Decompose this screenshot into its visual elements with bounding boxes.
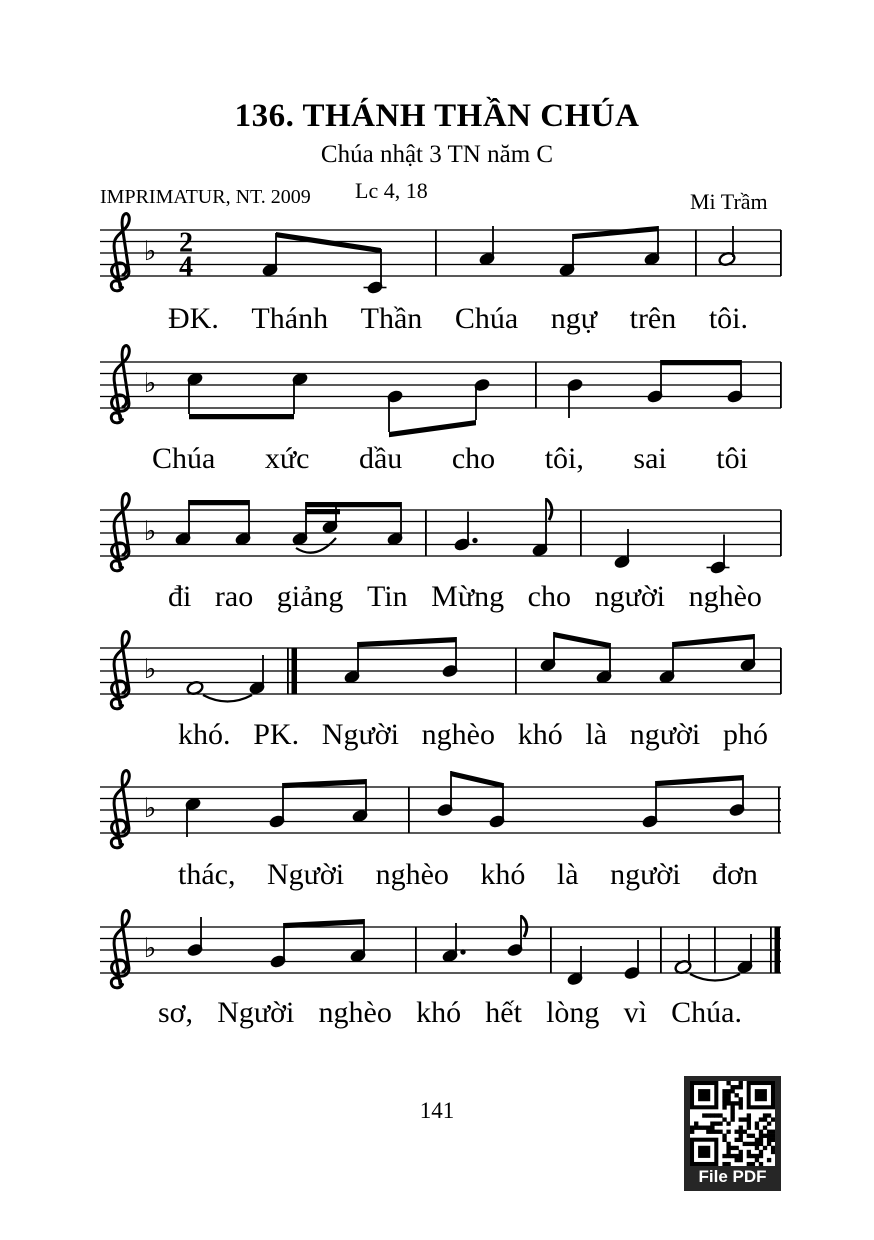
- barline: [550, 927, 552, 973]
- beam: [189, 500, 249, 505]
- lyric-syllable: khó: [416, 996, 462, 1029]
- lyric-syllable: khó.: [178, 718, 231, 751]
- note: [386, 502, 404, 547]
- note: [453, 512, 478, 553]
- staff-line: [100, 373, 781, 374]
- staff-line: [100, 532, 781, 533]
- note: [646, 360, 664, 404]
- time-signature: [179, 228, 193, 283]
- lyric-syllable: là: [556, 858, 579, 891]
- staff-line: [100, 555, 781, 556]
- note: [674, 934, 692, 975]
- lyric-syllable: Chúa.: [671, 996, 742, 1029]
- lyric-syllable: nghèo: [318, 996, 392, 1029]
- barline: [780, 362, 782, 408]
- beam: [276, 232, 381, 253]
- tie: [203, 695, 252, 702]
- beam: [554, 632, 610, 648]
- note: [386, 389, 404, 432]
- lyric-syllable: tôi,: [544, 442, 584, 475]
- lyrics-line-6: [158, 996, 742, 1030]
- treble-clef-icon: [111, 771, 129, 848]
- barline: [435, 230, 437, 276]
- lyric-syllable: Người: [321, 718, 399, 751]
- flat-icon: ♭: [143, 236, 157, 267]
- staff-line: [100, 407, 781, 408]
- staff-line: [100, 396, 781, 397]
- barline: [660, 927, 662, 973]
- lyric-syllable: Tin: [367, 580, 408, 613]
- lyric-syllable: rao: [214, 580, 254, 613]
- svg-text:2: 2: [179, 227, 193, 259]
- barline: [780, 510, 782, 556]
- note: [174, 500, 192, 547]
- lyrics-line-2: [152, 442, 748, 476]
- beam: [306, 509, 340, 514]
- lyric-syllable: người: [594, 580, 666, 613]
- barline: [780, 648, 782, 694]
- lyric-syllable: Chúa: [152, 442, 216, 475]
- note: [736, 934, 754, 975]
- note: [728, 775, 746, 818]
- lyric-syllable: phó: [722, 718, 768, 751]
- staff-line: [100, 821, 781, 822]
- beam: [673, 634, 754, 647]
- staff-line: [100, 832, 781, 833]
- beam: [451, 771, 503, 788]
- note: [726, 360, 744, 404]
- lyric-syllable: Thánh: [251, 302, 329, 335]
- lyric-syllable: ĐK.: [168, 302, 219, 335]
- treble-clef-icon: [111, 346, 129, 423]
- lyric-syllable: Thần: [360, 302, 423, 335]
- staff-line: [100, 647, 781, 648]
- beam: [189, 414, 294, 419]
- augmentation-dot: [460, 949, 465, 954]
- lyric-syllable: cho: [527, 580, 571, 613]
- barline: [515, 648, 517, 694]
- final-barline: [770, 927, 780, 973]
- treble-clef-icon: [111, 911, 129, 988]
- note: [718, 226, 736, 267]
- lyric-syllable: giảng: [276, 580, 344, 613]
- beam: [389, 420, 476, 437]
- treble-clef-icon: [111, 494, 129, 571]
- note: [261, 233, 279, 278]
- note: [623, 940, 641, 981]
- lyric-syllable: tôi.: [708, 302, 748, 335]
- note: [234, 500, 252, 547]
- note: [478, 226, 496, 267]
- lyric-syllable: dầu: [358, 442, 403, 475]
- note: [566, 946, 584, 987]
- composer-name: Mi Trầm: [690, 189, 768, 214]
- lyric-syllable: khó: [517, 718, 563, 751]
- staff-line: [100, 384, 781, 385]
- note: [364, 249, 387, 295]
- double-barline: [287, 648, 297, 694]
- note: [473, 377, 491, 420]
- staff-line: [100, 509, 781, 510]
- note: [248, 655, 266, 696]
- lyric-syllable: ngự: [550, 302, 598, 335]
- lyrics-line-1: [168, 302, 748, 336]
- staff-line: [100, 670, 781, 671]
- song-title: 136. THÁNH THẦN CHÚA: [234, 98, 640, 134]
- staff-line: [100, 521, 781, 522]
- note: [441, 637, 459, 679]
- lyric-syllable: là: [585, 718, 608, 751]
- lyrics-line-3: [168, 580, 762, 614]
- note: [595, 643, 613, 685]
- lyric-syllable: hết: [485, 996, 522, 1029]
- lyric-syllable: Người: [217, 996, 295, 1029]
- staff-line: [100, 938, 781, 939]
- beam: [661, 360, 741, 365]
- flat-icon: ♭: [143, 933, 157, 964]
- note: [506, 915, 527, 958]
- qr-pattern: [690, 1081, 775, 1166]
- staff-line: [100, 229, 781, 230]
- note: [441, 923, 466, 964]
- barline: [408, 787, 410, 833]
- treble-clef-icon: [111, 632, 129, 709]
- imprimatur-note: IMPRIMATUR, NT. 2009: [100, 186, 311, 208]
- barline: [714, 927, 716, 973]
- barline: [695, 230, 697, 276]
- staff-line: [100, 659, 781, 660]
- staff-line: [100, 264, 781, 265]
- staff-line: [100, 544, 781, 545]
- lyric-syllable: Người: [266, 858, 345, 891]
- lyric-syllable: trên: [629, 302, 677, 335]
- flat-icon: ♭: [143, 654, 157, 685]
- qr-label: File PDF: [698, 1167, 767, 1186]
- qr-code: [684, 1076, 781, 1191]
- staff-line: [100, 682, 781, 683]
- barline: [415, 927, 417, 973]
- lyric-syllable: sơ,: [158, 996, 194, 1029]
- lyric-syllable: xức: [264, 442, 310, 475]
- note: [291, 502, 309, 547]
- beam: [306, 502, 401, 507]
- staff-line: [100, 275, 781, 276]
- barline: [780, 230, 782, 276]
- note: [349, 919, 367, 964]
- staff-line: [100, 786, 781, 787]
- scripture-reference: Lc 4, 18: [355, 178, 428, 203]
- treble-clef-icon: [111, 214, 129, 291]
- lyric-syllable: người: [610, 858, 681, 891]
- note: [488, 783, 506, 829]
- svg-text:4: 4: [179, 251, 193, 283]
- flat-icon: ♭: [143, 516, 157, 547]
- note: [707, 535, 730, 576]
- note: [268, 783, 286, 829]
- song-subtitle: Chúa nhật 3 TN năm C: [320, 141, 554, 168]
- staff-line: [100, 241, 781, 242]
- barline: [580, 510, 582, 556]
- tie: [690, 974, 740, 981]
- barline: [535, 362, 537, 408]
- lyric-syllable: cho: [451, 442, 496, 475]
- staff-line: [100, 252, 781, 253]
- lyric-syllable: nghèo: [421, 718, 495, 751]
- lyric-syllable: người: [629, 718, 701, 751]
- lyric-syllable: đơn: [712, 858, 758, 891]
- lyrics-line-4: [178, 718, 768, 752]
- note: [184, 796, 202, 837]
- lyric-syllable: đi: [168, 580, 192, 613]
- note: [436, 771, 454, 818]
- staff-line: [100, 798, 781, 799]
- note: [641, 781, 659, 829]
- flat-icon: ♭: [143, 368, 157, 399]
- note: [186, 917, 204, 958]
- lyric-syllable: vì: [623, 996, 647, 1029]
- lyric-syllable: lòng: [546, 996, 600, 1029]
- note: [269, 923, 287, 969]
- beam: [656, 775, 743, 786]
- note: [613, 529, 631, 570]
- beam: [573, 226, 658, 239]
- lyric-syllable: thác,: [178, 858, 236, 891]
- beam: [358, 637, 456, 647]
- lyric-syllable: Mừng: [431, 580, 505, 613]
- augmentation-dot: [472, 538, 477, 543]
- note: [566, 377, 584, 418]
- staff-line: [100, 693, 781, 694]
- staff-line: [100, 926, 781, 927]
- barline: [778, 787, 780, 833]
- note: [531, 498, 552, 558]
- note: [351, 779, 369, 824]
- lyric-syllable: nghèo: [688, 580, 762, 613]
- lyric-syllable: PK.: [253, 718, 300, 751]
- lyric-syllable: khó: [480, 858, 526, 891]
- barline: [425, 510, 427, 556]
- lyric-syllable: tôi: [716, 442, 748, 475]
- note: [558, 234, 576, 278]
- note: [539, 632, 557, 673]
- lyric-syllable: sai: [633, 442, 667, 475]
- lyric-syllable: nghèo: [375, 858, 449, 891]
- flat-icon: ♭: [143, 793, 157, 824]
- lyrics-line-5: [178, 858, 758, 892]
- lyric-syllable: Chúa: [454, 302, 519, 335]
- page-number: 141: [419, 1098, 455, 1123]
